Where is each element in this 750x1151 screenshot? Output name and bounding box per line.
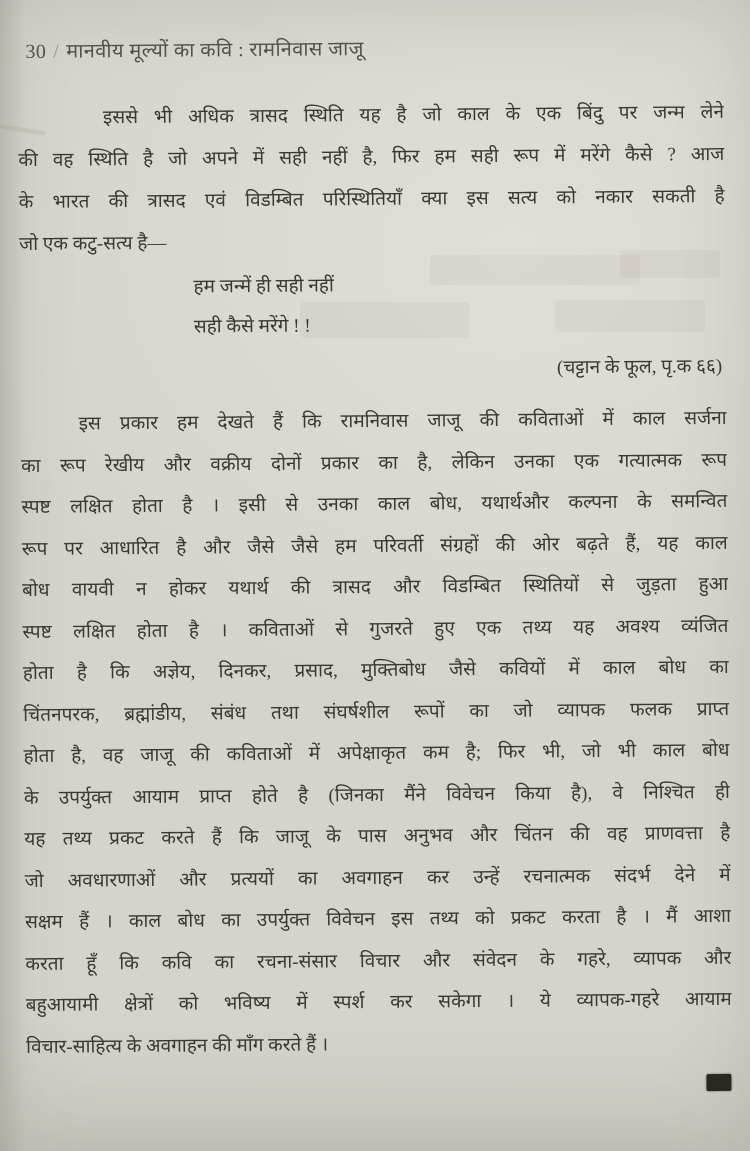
header-separator: /: [53, 40, 60, 63]
text-line: के उपर्युक्त आयाम प्राप्त होते है (जिनका मैंने विवेचन किया है), वे निश्चित ही: [23, 781, 730, 809]
verse-line: हम जन्में ही सही नहीं: [193, 275, 334, 298]
text-line: बोध वायवी न होकर यथार्थ की त्रासद और विडम्बित स्थितियों से जुड़ता हुआ: [22, 573, 729, 602]
verse-quote: [193, 266, 334, 347]
text-line: रूप पर आधारित है और जैसे जैसे हम परिवर्ती संग्रहों की ओर बढ़ते हैं, यह काल: [21, 532, 728, 560]
text-line: स्पष्ट लक्षित होता है । कविताओं से गुजरते हुए एक तथ्य यह अवश्य व्यंजित: [22, 615, 729, 643]
text-line: की वह स्थिति है जो अपने में सही नहीं है, फिर हम सही रूप में मरेंगे कैसे ? आज: [18, 143, 725, 172]
text-line: के भारत की त्रासद एवं विडम्बित परिस्थितियाँ क्या इस सत्य को नकार सकती है: [18, 185, 725, 214]
text-line: करता हूँ कि कवि का रचना-संसार विचार और संवेदन के गहरे, व्यापक और: [25, 947, 732, 975]
page-header: [25, 34, 364, 64]
verse-line: सही कैसे मरेंगे ! !: [193, 315, 311, 338]
text-line: इससे भी अधिक त्रासद स्थिति यह है जो काल के एक बिंदु पर जन्म लेने: [102, 101, 725, 129]
text-line: बहुआयामी क्षेत्रों को भविष्य में स्पर्श कर सकेगा । ये व्यापक-गहरे आयाम: [25, 988, 732, 1017]
text-line: इस प्रकार हम देखते हैं कि रामनिवास जाजू की कविताओं में काल सर्जना: [78, 407, 727, 435]
text-line: विचार-साहित्य के अवगाहन की माँग करते हैं ।: [26, 1033, 329, 1058]
page-number: 30: [25, 40, 47, 64]
text-line: सक्षम हैं । काल बोध का उपर्युक्त विवेचन इस तथ्य को प्रकट करता है । मैं आशा: [24, 905, 732, 934]
text-line: का रूप रेखीय और वक्रीय दोनों प्रकार का है, लेकिन उनका एक गत्यात्मक रूप: [20, 449, 728, 477]
text-line: होता है, वह जाजू की कविताओं में अपेक्षाकृत कम है; फिर भी, जो भी काल बोध: [23, 739, 730, 768]
citation: (चट्टान के फूल, पृ.क ६६): [556, 355, 723, 379]
paragraph-2: [20, 398, 732, 1068]
text-line: स्पष्ट लक्षित होता है । इसी से उनका काल बोध, यथार्थऔर कल्पना के समन्वित: [21, 490, 728, 519]
text-line: जो अवधारणाओं और प्रत्ययों का अवगाहन कर उन्हें रचनात्मक संदर्भ देने में: [24, 864, 731, 892]
end-of-text-marker: [706, 1074, 731, 1091]
text-line: जो एक कटु-सत्य है—: [19, 232, 167, 256]
paragraph-1: [18, 92, 725, 266]
text-line: चिंतनपरक, ब्रह्मांडीय, संबंध तथा संघर्षशील रूपों का जो व्यापक फलक प्राप्त: [23, 698, 730, 726]
running-title: मानवीय मूल्यों का कवि : रामनिवास जाजू: [66, 38, 364, 63]
text-line: यह तथ्य प्रकट करते हैं कि जाजू के पास अनुभव और चिंतन की वह प्राणवत्ता है: [24, 822, 731, 851]
text-line: होता है कि अज्ञेय, दिनकर, प्रसाद, मुक्तिबोध जैसे कवियों में काल बोध का: [22, 656, 729, 685]
